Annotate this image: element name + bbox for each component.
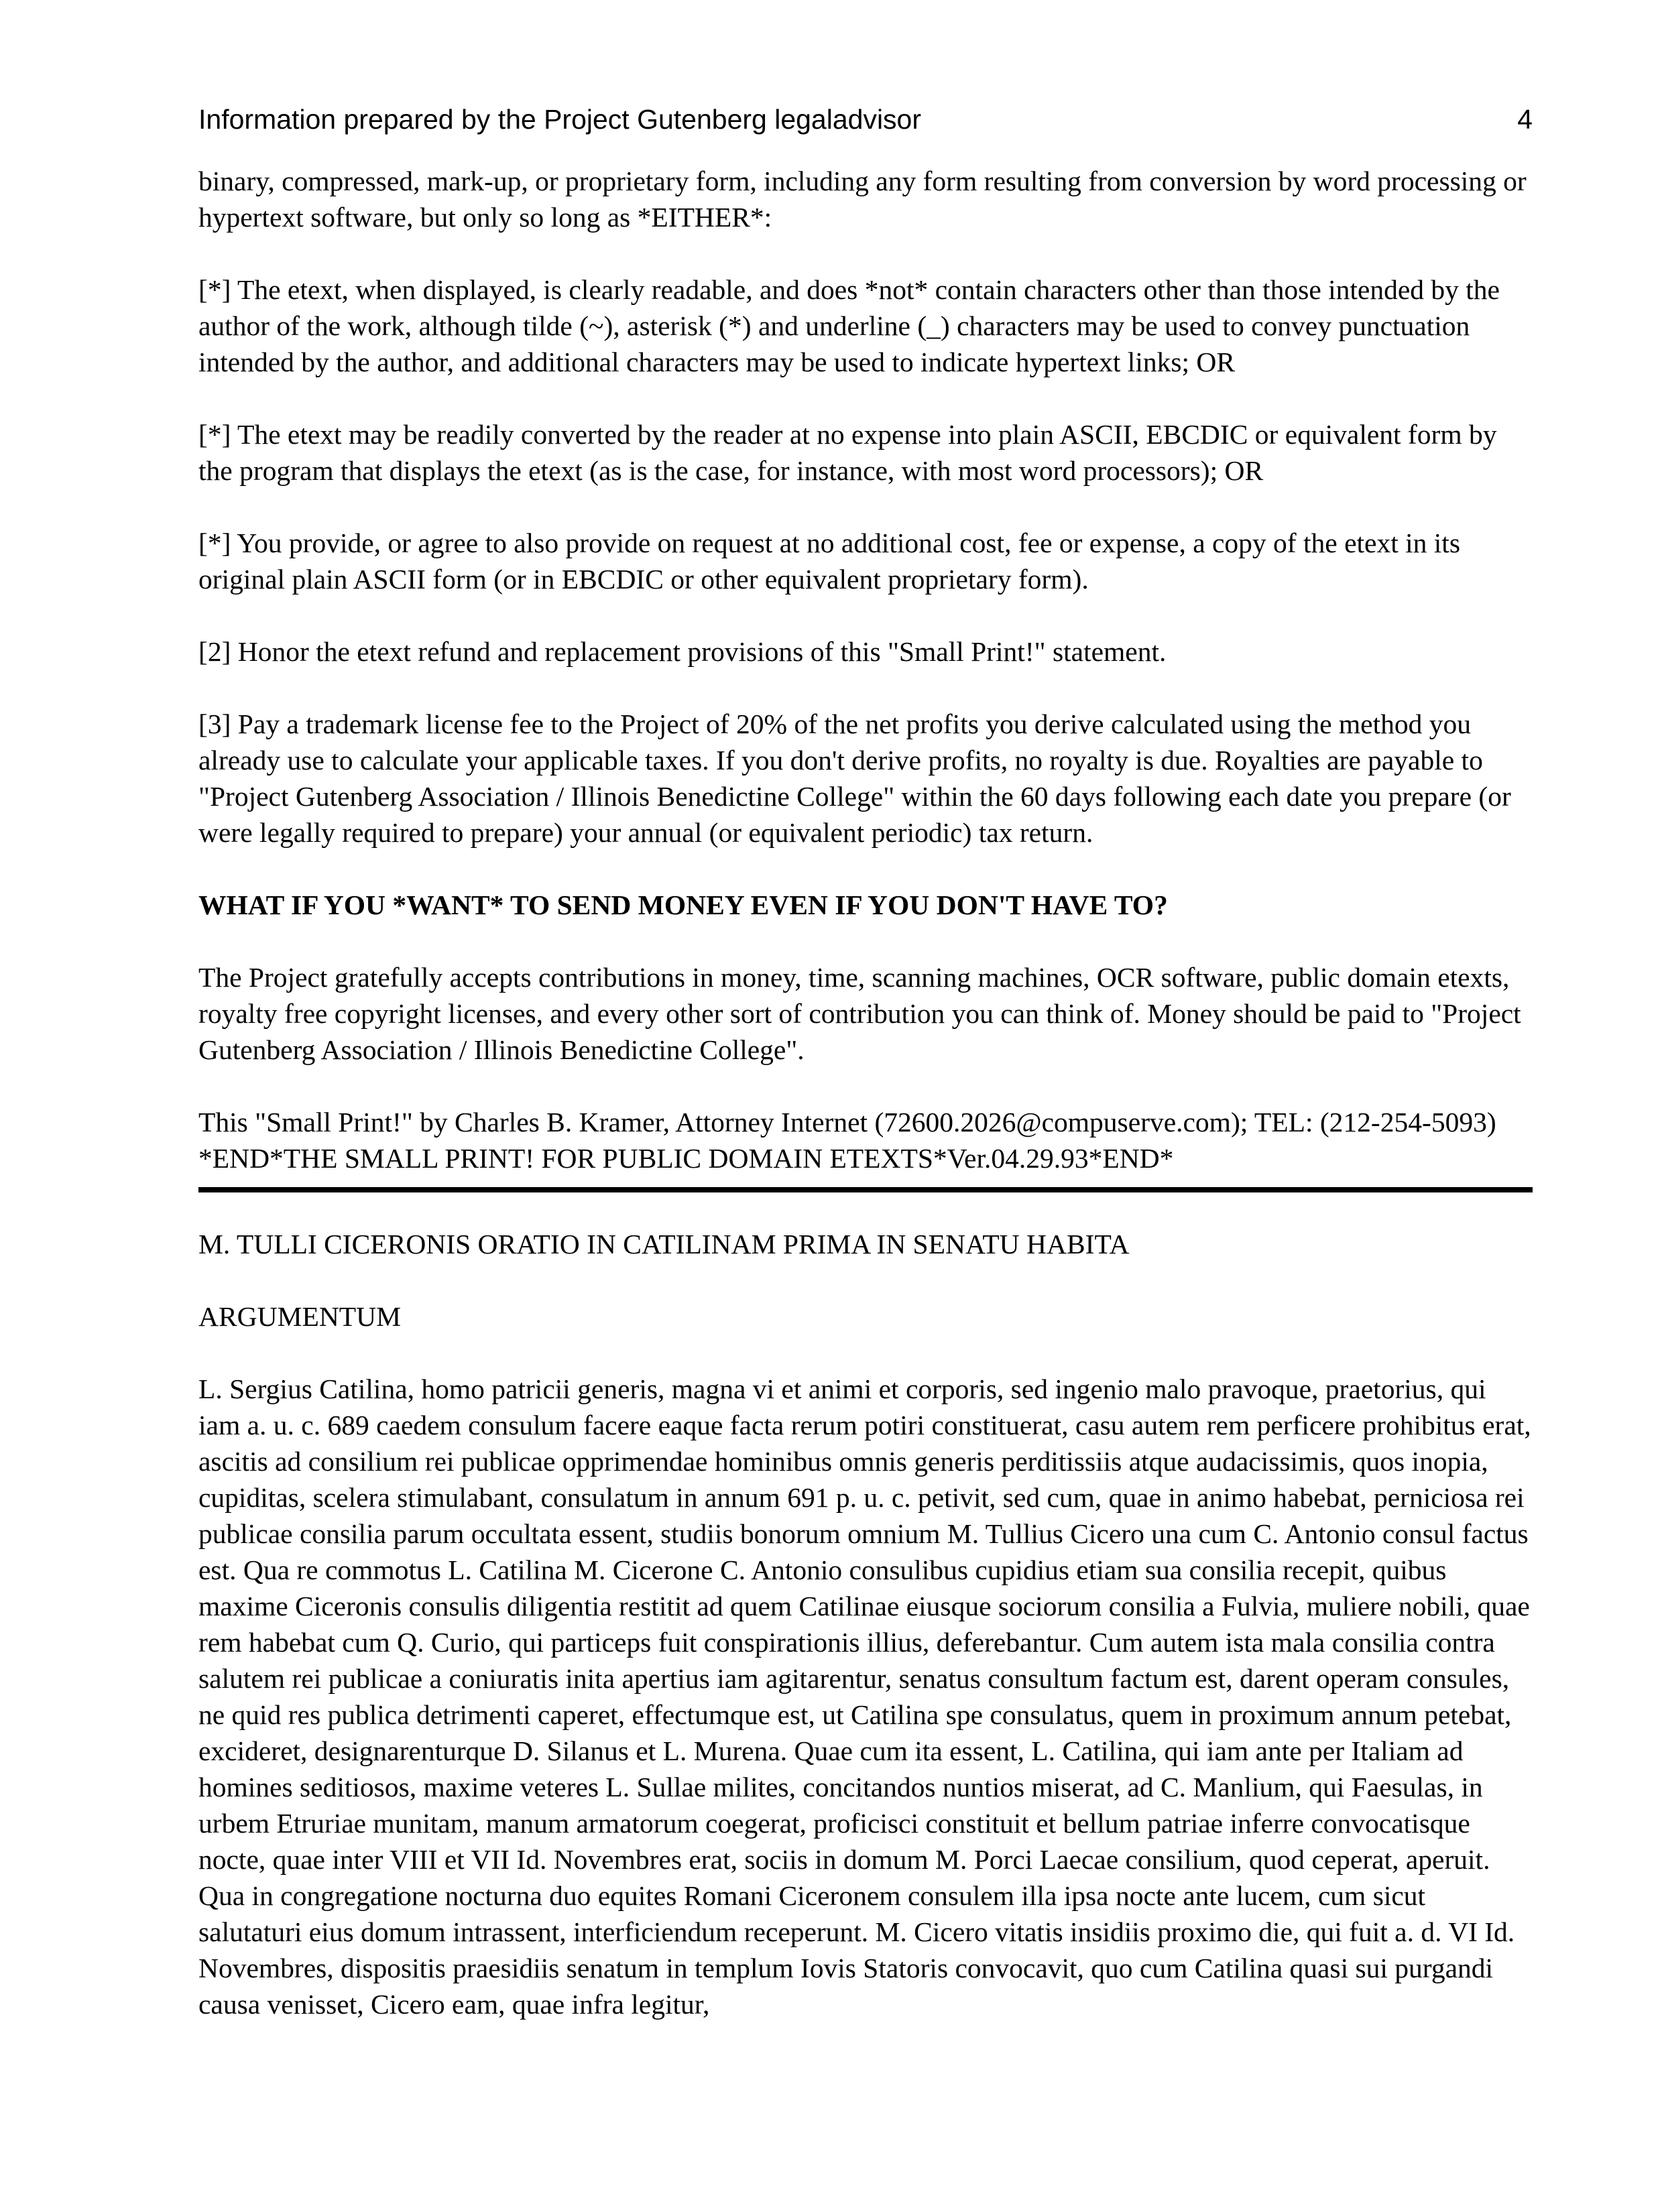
paragraph: The Project gratefully accepts contributions in money, time, scanning machines, OCR software, public domain etexts, royalty free copyright licenses, and every other sort of contribution you can think of. Money should be paid to "Project Gutenberg Association / Illinois Benedictine College". bbox=[198, 962, 1521, 1065]
paragraph: [*] You provide, or agree to also provide on request at no additional cost, fee or expense, a copy of the etext in its original plain ASCII form (or in EBCDIC or other equivalent proprietary form). bbox=[198, 528, 1460, 595]
header-title: Information prepared by the Project Gutenberg legaladvisor bbox=[198, 104, 922, 135]
section-heading-argumentum: ARGUMENTUM bbox=[198, 1301, 402, 1332]
section-heading-money: WHAT IF YOU *WANT* TO SEND MONEY EVEN IF YOU DON'T HAVE TO? bbox=[198, 889, 1168, 920]
paragraph: [3] Pay a trademark license fee to the Project of 20% of the net profits you derive calculated using the method you already use to calculate your applicable taxes. If you don't derive profits, no royalty is due. Royalties are payable to "Project Gutenberg Association / Illinois Benedictine College" within the 60 days following each date you prepare (or were legally required to prepare) your annual (or equivalent periodic) tax return. bbox=[198, 709, 1511, 848]
paragraph: [*] The etext, when displayed, is clearly readable, and does *not* contain characters other than those intended by the author of the work, although tilde (~), asterisk (*) and underline (_) characters may be used to convey punctuation intended by the author, and additional characters may be used to indicate hypertext links; OR bbox=[198, 274, 1500, 377]
small-print-credit: This "Small Print!" by Charles B. Kramer, Attorney Internet (72600.2026@compuserve.com); TEL: (212-254-5093) *END*THE SMALL PRINT! FOR PUBLIC DOMAIN ETEXTS*Ver.04.29.93*END* bbox=[198, 1107, 1496, 1174]
paragraph: binary, compressed, mark-up, or proprietary form, including any form resulting from conversion by word processing or hypertext software, but only so long as *EITHER*: bbox=[198, 166, 1527, 233]
argumentum-paragraph: L. Sergius Catilina, homo patricii generis, magna vi et animi et corporis, sed ingenio malo pravoque, praetorius, qui iam a. u. c. 689 caedem consulum facere eaque facta rerum potiri constituerat, casu autem rem perficere prohibitus erat, ascitis ad consilium rei publicae opprimendae hominibus omnis generis perditissiis atque audacissimis, quos inopia, cupiditas, scelera stimulabant, consulatum in annum 691 p. u. c. petivit, sed cum, quae in animo habebat, perniciosa rei publicae consilia parum occultata essent, studiis bonorum omnium M. Tullius Cicero una cum C. Antonio consul factus est. Qua re commotus L. Catilina M. Cicerone C. Antonio consulibus cupidius etiam sua consilia recepit, quibus maxime Ciceronis consulis diligentia restitit ad quem Catilinae eiusque sociorum consilia a Fulvia, muliere nobili, quae rem habebat cum Q. Curio, qui particeps fuit conspirationis illius, deferebantur. Cum autem ista mala consilia contra salutem rei publicae a coniuratis inita apertius iam agitarentur, senatus consultum factum est, darent operam consules, ne quid res publica detrimenti caperet, effectumque est, ut Catilina spe consulatus, quem in proximum annum petebat, excideret, designarenturque D. Silanus et L. Murena. Quae cum ita essent, L. Catilina, qui iam ante per Italiam ad homines seditiosos, maxime veteres L. Sullae milites, concitandos nuntios miserat, ad C. Manlium, qui Faesulas, in urbem Etruriae munitam, manum armatorum coegerat, proficisci constituit et bellum patriae inferre convocatisque nocte, quae inter VIII et VII Id. Novembres erat, sociis in domum M. Porci Laecae consilium, quod ceperat, aperuit. Qua in congregatione nocturna duo equites Romani Ciceronem consulem illa ipsa nocte ante lucem, cum sicut salutaturi eius domum intrassent, interficiendum receperunt. M. Cicero vitatis insidiis proximo die, qui fuit a. d. VI Id. Novembres, dispositis praesidiis senatum in templum Iovis Statoris convocavit, quo cum Catilina quasi sui purgandi causa venisset, Cicero eam, quae infra legitur, bbox=[198, 1373, 1531, 2020]
body-text bbox=[198, 163, 1533, 2022]
running-header bbox=[198, 99, 1533, 139]
paragraph: [*] The etext may be readily converted by the reader at no expense into plain ASCII, EBCDIC or equivalent form by the program that displays the etext (as is the case, for instance, with most word processors); OR bbox=[198, 419, 1497, 486]
horizontal-rule bbox=[198, 1187, 1533, 1192]
work-title: M. TULLI CICERONIS ORATIO IN CATILINAM PRIMA IN SENATU HABITA bbox=[198, 1229, 1130, 1259]
page-number: 4 bbox=[1517, 104, 1533, 135]
paragraph: [2] Honor the etext refund and replacement provisions of this "Small Print!" statement. bbox=[198, 636, 1167, 667]
